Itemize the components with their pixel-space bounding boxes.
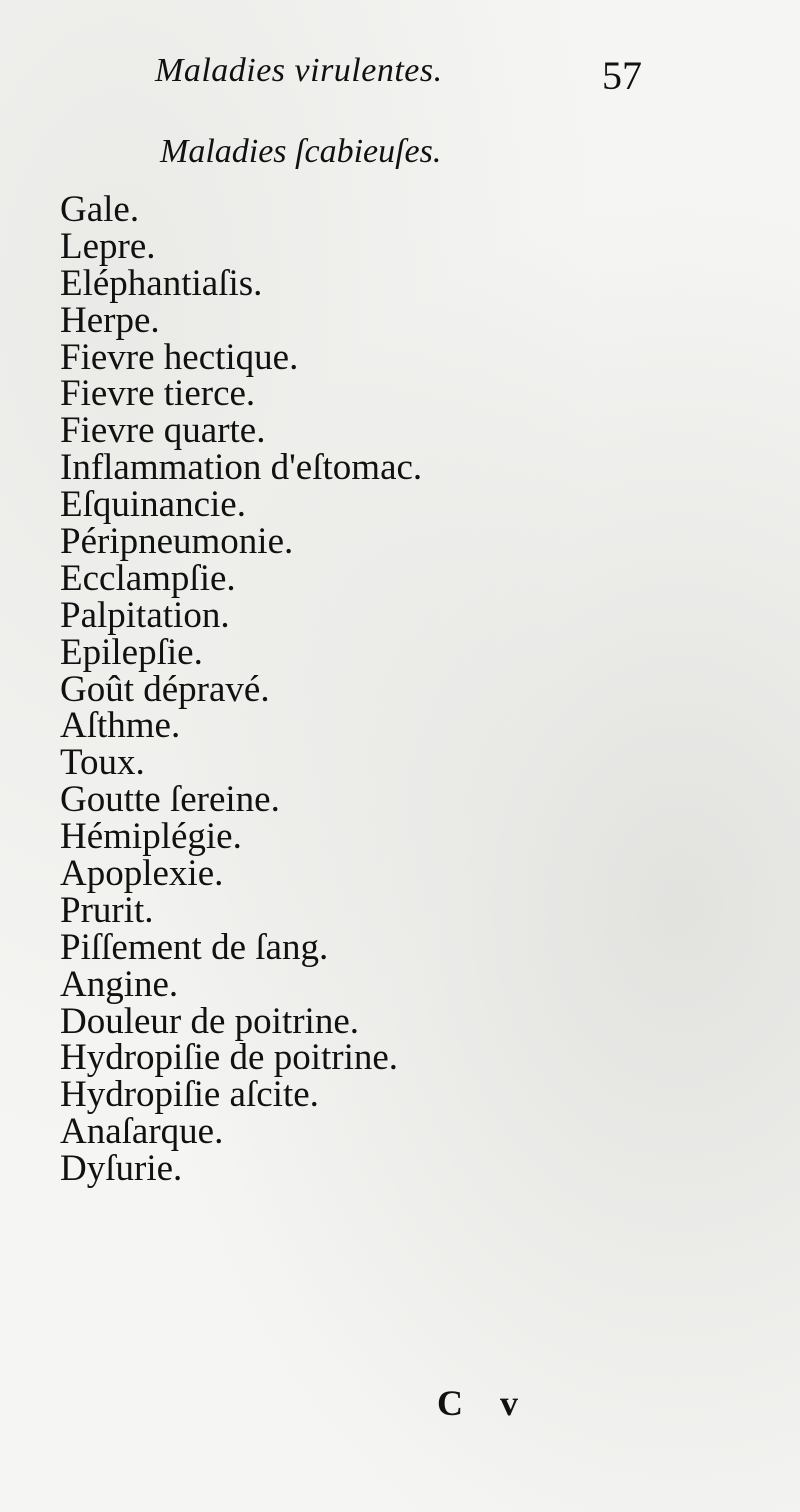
list-item: Dyſurie.: [60, 1148, 183, 1190]
list-item: Ecclampſie.: [60, 557, 236, 599]
page-number: 57: [602, 53, 642, 98]
list-item: Angine.: [60, 963, 179, 1005]
list-item: Fievre quarte.: [60, 410, 266, 452]
list-item: Aſthme.: [60, 705, 181, 747]
list-item: Fievre hectique.: [60, 336, 299, 378]
list-item: Hémiplégie.: [60, 816, 242, 858]
list-item: Goût dépravé.: [60, 668, 270, 710]
list-item: Hydropiſie de poitrine.: [60, 1037, 399, 1079]
disease-list: [60, 189, 423, 1190]
list-item: Lepre.: [60, 225, 156, 267]
list-item: Inflammation d'eſtomac.: [60, 447, 423, 489]
list-item: Péripneumonie.: [60, 521, 294, 563]
list-item: Anaſarque.: [60, 1111, 224, 1153]
list-item: Goutte ſereine.: [60, 779, 280, 821]
list-item: Douleur de poitrine.: [60, 1000, 359, 1042]
list-item: Palpitation.: [60, 594, 230, 636]
list-item: Prurit.: [60, 889, 154, 931]
list-item: Fievre tierce.: [60, 373, 256, 415]
list-item: Eſquinancie.: [60, 484, 246, 526]
list-item: Gale.: [60, 189, 140, 230]
list-item: Eléphantiaſis.: [60, 262, 263, 304]
running-head: Maladies virulentes.: [155, 52, 443, 89]
section-title: Maladies ſcabieuſes.: [160, 133, 442, 170]
list-item: Hydropiſie aſcite.: [60, 1074, 319, 1116]
list-item: Toux.: [60, 742, 145, 784]
list-item: Piſſement de ſang.: [60, 926, 329, 968]
show-through-texture: [440, 95, 760, 1316]
list-item: Herpe.: [60, 299, 160, 341]
signature-mark: C v: [437, 1383, 532, 1423]
list-item: Epilepſie.: [60, 631, 203, 673]
list-item: Apoplexie.: [60, 853, 224, 895]
